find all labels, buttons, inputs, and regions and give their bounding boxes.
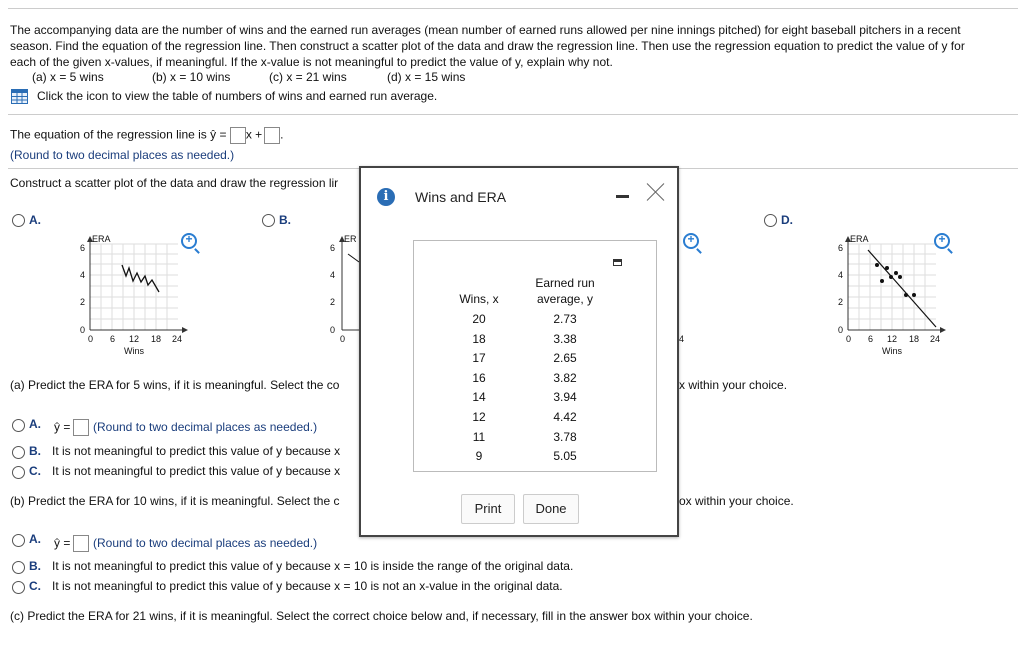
part-a-round-note: (Round to two decimal places as needed.) xyxy=(93,420,318,434)
table-cell-x: 9 xyxy=(475,449,483,463)
x-tick: 12 xyxy=(887,334,898,344)
part-b-option-b-text: It is not meaningful to predict this value of y because x = 10 is inside the range of the original data. xyxy=(52,559,574,573)
x-axis-label: Wins xyxy=(124,346,144,356)
table-cell-y: 3.82 xyxy=(553,371,577,385)
period: . xyxy=(280,127,284,142)
table-cell-y: 4.42 xyxy=(553,410,577,424)
y-tick: 0 xyxy=(80,325,86,335)
y-axis-label: ERA xyxy=(850,234,869,244)
y-tick: 2 xyxy=(838,297,844,307)
part-b-option-a-radio[interactable] xyxy=(12,534,25,547)
top-divider xyxy=(8,8,1018,9)
part-b-option-c-radio[interactable] xyxy=(12,581,25,594)
table-link-text[interactable]: Click the icon to view the table of numbers of wins and earned run average. xyxy=(37,89,438,103)
table-cell-x: 14 xyxy=(472,390,486,404)
intercept-input[interactable] xyxy=(264,127,280,144)
part-b-option-c-label[interactable]: C. xyxy=(29,579,41,593)
option-a-label[interactable]: A. xyxy=(29,213,41,227)
x-tick: 18 xyxy=(909,334,920,344)
zoom-in-icon[interactable]: + xyxy=(181,233,197,249)
table-cell-x: 16 xyxy=(472,371,486,385)
part-b-option-b-radio[interactable] xyxy=(12,561,25,574)
part-a-answer-input[interactable] xyxy=(73,419,89,436)
question-line-2: season. Find the equation of the regression line. Then construct a scatter plot of the data and draw the regression line. Then use the regression equation to predict the value of y for xyxy=(10,39,965,53)
part-a-option-b-radio[interactable] xyxy=(12,446,25,459)
x-plus: x + xyxy=(245,127,263,142)
table-cell-y: 5.05 xyxy=(553,449,577,463)
x-tick: 0 xyxy=(340,334,346,344)
part-a-option-b-label[interactable]: B. xyxy=(29,444,41,458)
table-cell-x: 12 xyxy=(472,410,486,424)
table-cell-x: 20 xyxy=(472,312,486,326)
zoom-in-icon[interactable]: + xyxy=(683,233,699,249)
option-d-radio[interactable] xyxy=(764,214,777,227)
part-c-prompt: (c) Predict the ERA for 21 wins, if it is meaningful. Select the correct choice below and, if necessary, fill in the answer box within your choice. xyxy=(10,609,753,623)
y-axis-label: ER xyxy=(344,234,357,244)
option-a-radio[interactable] xyxy=(12,214,25,227)
part-b-answer-input[interactable] xyxy=(73,535,89,552)
regression-round-note: (Round to two decimal places as needed.) xyxy=(10,148,235,162)
y-hat: ŷ xyxy=(210,127,217,142)
x-axis-label: Wins xyxy=(882,346,902,356)
part-b-prompt: (b) Predict the ERA for 10 wins, if it is meaningful. Select the c xyxy=(10,494,340,508)
table-cell-y: 2.73 xyxy=(553,312,577,326)
equals-sign: = xyxy=(216,127,230,142)
x-tick: 6 xyxy=(868,334,874,344)
table-header-era-line2: average, y xyxy=(536,292,594,306)
part-b-round-note: (Round to two decimal places as needed.) xyxy=(93,536,318,550)
y-tick: 2 xyxy=(330,297,336,307)
x-tick: 18 xyxy=(151,334,162,344)
y-tick: 4 xyxy=(838,270,844,280)
info-icon: i xyxy=(377,188,395,206)
part-b-prompt-tail: ox within your choice. xyxy=(679,494,794,508)
section-divider xyxy=(8,114,1018,115)
question-line-1: The accompanying data are the number of wins and the earned run averages (mean number of earned runs allowed per nine innings pitched) for eight baseball pitchers in a recent xyxy=(10,23,961,37)
y-tick: 4 xyxy=(330,270,336,280)
y-tick: 2 xyxy=(80,297,86,307)
x-tick: 4 xyxy=(679,334,685,344)
part-a-yhat: ŷ = xyxy=(54,420,71,434)
copy-data-icon[interactable] xyxy=(613,259,622,266)
table-cell-y: 3.94 xyxy=(553,390,577,404)
part-b-option-c-text: It is not meaningful to predict this value of y because x = 10 is not an x-value in the original data. xyxy=(52,579,563,593)
done-button[interactable]: Done xyxy=(523,494,579,524)
part-a-option-a-label[interactable]: A. xyxy=(29,417,41,431)
table-cell-y: 3.38 xyxy=(553,332,577,346)
chart-option-b-svg xyxy=(314,232,359,360)
x-tick: 24 xyxy=(930,334,941,344)
option-b-radio[interactable] xyxy=(262,214,275,227)
table-cell-y: 2.65 xyxy=(553,351,577,365)
x-value-c: (c) x = 21 wins xyxy=(269,70,347,84)
y-tick: 6 xyxy=(330,243,336,253)
y-tick: 6 xyxy=(80,243,86,253)
table-header-era-line1: Earned run xyxy=(535,276,595,290)
chart-option-d xyxy=(820,232,955,360)
x-tick: 0 xyxy=(88,334,94,344)
question-line-3: each of the given x-values, if meaningful. If the x-value is not meaningful to predict the value of y, explain why not. xyxy=(10,55,613,69)
question-text xyxy=(10,22,1020,70)
y-tick: 6 xyxy=(838,243,844,253)
regression-prefix: The equation of the regression line is xyxy=(10,127,211,142)
part-a-option-c-label[interactable]: C. xyxy=(29,464,41,478)
table-cell-x: 17 xyxy=(472,351,486,365)
part-a-option-c-text: It is not meaningful to predict this value of y because x xyxy=(52,464,341,478)
slope-input[interactable] xyxy=(230,127,246,144)
dialog-title: Wins and ERA xyxy=(415,189,507,205)
x-value-b: (b) x = 10 wins xyxy=(152,70,231,84)
y-tick: 0 xyxy=(330,325,336,335)
part-b-option-a-label[interactable]: A. xyxy=(29,532,41,546)
part-a-prompt: (a) Predict the ERA for 5 wins, if it is meaningful. Select the co xyxy=(10,378,340,392)
scatter-prompt: Construct a scatter plot of the data and draw the regression lir xyxy=(10,176,339,190)
option-b-label[interactable]: B. xyxy=(279,213,291,227)
wins-era-dialog xyxy=(359,166,679,537)
option-d-label[interactable]: D. xyxy=(781,213,793,227)
regression-equation-line xyxy=(10,127,284,144)
dialog-header xyxy=(361,168,677,224)
table-cell-x: 11 xyxy=(472,430,486,444)
close-icon[interactable] xyxy=(646,182,666,202)
x-tick: 12 xyxy=(129,334,140,344)
x-tick: 6 xyxy=(110,334,116,344)
minimize-icon[interactable] xyxy=(616,195,629,198)
part-b-option-b-label[interactable]: B. xyxy=(29,559,41,573)
y-axis-label: ERA xyxy=(92,234,111,244)
zoom-in-icon[interactable]: + xyxy=(934,233,950,249)
part-a-option-c-radio[interactable] xyxy=(12,466,25,479)
x-value-a: (a) x = 5 wins xyxy=(32,70,104,84)
table-cell-y: 3.78 xyxy=(553,430,577,444)
table-icon[interactable] xyxy=(11,89,28,107)
x-value-d: (d) x = 15 wins xyxy=(387,70,466,84)
table-cell-x: 18 xyxy=(472,332,486,346)
table-header-wins: Wins, x xyxy=(459,292,499,306)
part-a-option-a-radio[interactable] xyxy=(12,419,25,432)
x-tick: 0 xyxy=(846,334,852,344)
x-tick: 24 xyxy=(172,334,183,344)
part-a-option-b-text: It is not meaningful to predict this value of y because x xyxy=(52,444,341,458)
y-tick: 0 xyxy=(838,325,844,335)
part-b-yhat: ŷ = xyxy=(54,536,71,550)
chart-option-a xyxy=(62,232,197,360)
y-tick: 4 xyxy=(80,270,86,280)
print-button[interactable]: Print xyxy=(461,494,515,524)
part-a-prompt-tail: x within your choice. xyxy=(679,378,788,392)
chart-option-b xyxy=(314,232,359,360)
